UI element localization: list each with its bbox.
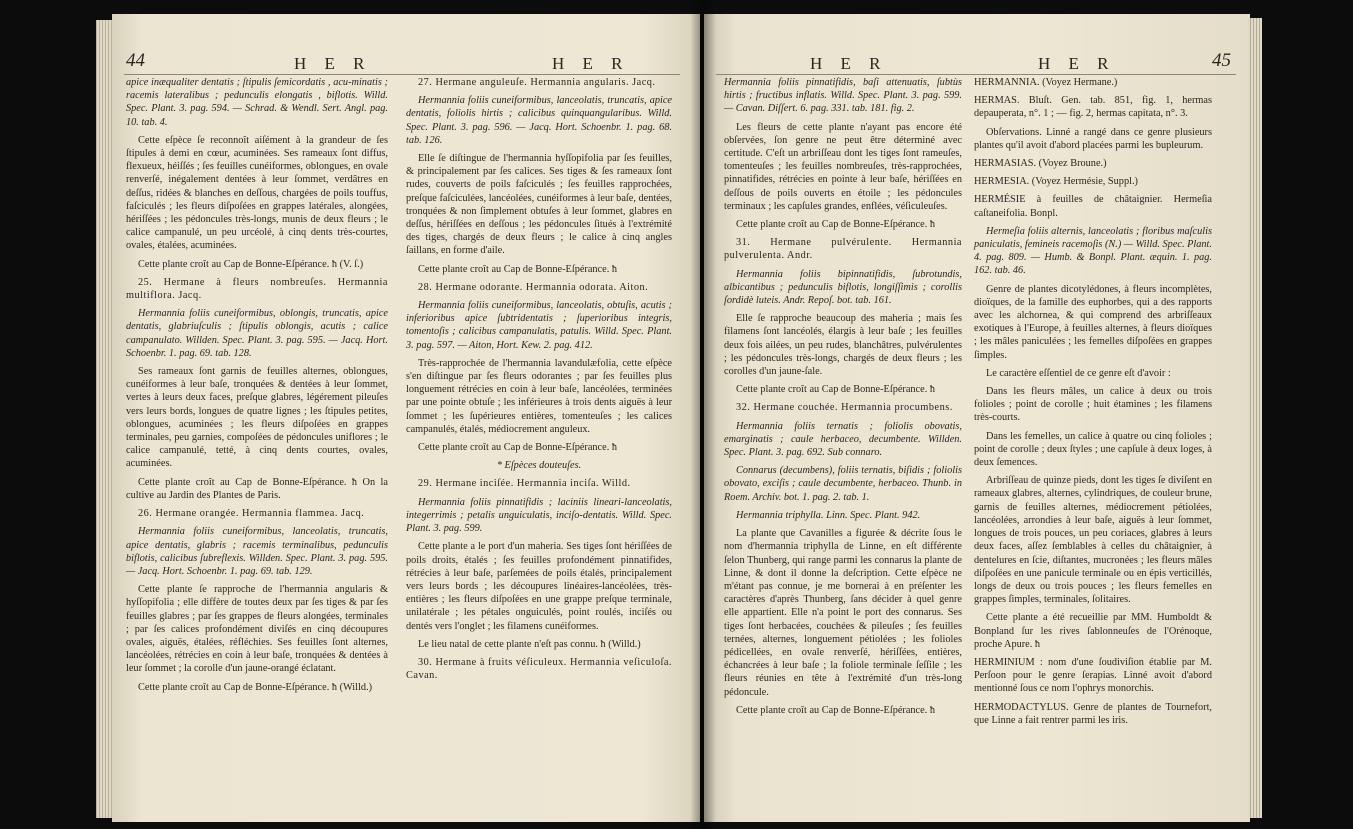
paragraph: Le caractère eſſentiel de ce genre eſt d'avoir : bbox=[986, 367, 1171, 379]
paragraph: apice inæqualiter dentatis ; ſtipulis ſemicordatis , acu-minatis ; racemis lateralibus ; pedunculis elongatis , biflotis. Willd. Spec. Plant. 3. pag. 594. — Schrad. & Wendl. Sert. Angl. pag. 10. tab. 4. bbox=[126, 77, 388, 128]
right-page-edge bbox=[1248, 18, 1262, 818]
text-column bbox=[406, 76, 672, 687]
entry-heading: HERMESIA. (Voyez Hermésie, Suppl.) bbox=[974, 176, 1138, 188]
paragraph: Genre de plantes dicotylédones, à fleurs incomplètes, dioïques, de la famille des euphorbes, qui a des rapports avec les alchornea, & qui comprend des arbriſſeaux exotiques à l'Europe, à feuilles alternes, à fleurs dioïques ; les mâles paniculées ; les femelles diſpoſées en grappes ſimples. bbox=[974, 283, 1212, 361]
paragraph: Elle ſe diſtingue de l'hermannia hyſſopifolia par ſes feuilles, & principalement par ſes calices. Ses tiges & ſes rameaux ſont rudes, couverts de poils faſciculés ; ſes feuilles rapprochées, preſque faſciculées, lancéolées, cunéiformes à leur baſe, dentées, tronquées & non ſimplement obtuſes à leur ſommet, glabres en deſſus, hériſſées en deſſous ; les pédoncules ſitués à l'extrémité des tiges, chargés de deux fleurs ; le calice à cinq angles ſaillans, en forme d'aile. bbox=[406, 153, 672, 257]
entry-heading: HERMODACTYLUS. Genre de plantes de Tournefort, que Linne a fait rentrer parmi les iris. bbox=[974, 701, 1212, 726]
paragraph: Cette plante a été recueillie par MM. Humboldt & Bonpland ſur les rives ſablonneuſes de l'Orénoque, proche Apure. ħ bbox=[974, 612, 1212, 650]
paragraph: Dans les femelles, un calice à quatre ou cinq folioles ; point de corolle ; deux ſtyles ; une capſule à deux loges, à deux ſemences. bbox=[974, 430, 1212, 469]
section-heading: * Eſpèces douteuſes. bbox=[496, 460, 582, 472]
entry-heading: HERMASIAS. (Voyez Broune.) bbox=[974, 158, 1107, 170]
paragraph: Cette plante croît au Cap de Bonne-Eſpérance. ħ bbox=[418, 263, 617, 275]
entry-heading: HERMÉSIE à feuilles de châtaignier. Hermeſia caſtaneifolia. Bonpl. bbox=[974, 194, 1212, 219]
latin-diagnosis: Hermannia foliis cuneiformibus, lanceolatis, truncatis, apice dentatis, glabris ; racemis terminalibus, pedunculis biflotis, calicibus ſubreflexis. Willden. Spec. Plant. 3. pag. 595. — Jacq. Hort. Schoenbr. 1. pag. 69. tab. 129. bbox=[126, 526, 388, 577]
latin-diagnosis: Hermannia foliis pinnatifidis ; laciniis lineari-lanceolatis, integerrimis ; petalis unguiculatis, inciſo-dentatis. Willd. Spec. Plant. 3. pag. 599. bbox=[406, 496, 672, 535]
entry-heading: 26. Hermane orangée. Hermannia flammea. Jacq. bbox=[138, 508, 365, 520]
text-column bbox=[126, 76, 388, 699]
paragraph: Cette plante croît au Cap de Bonne-Eſpérance. ħ bbox=[418, 442, 617, 454]
header-rule bbox=[716, 74, 1236, 75]
right-page bbox=[704, 14, 1250, 822]
running-head: H E R bbox=[552, 54, 630, 73]
latin-diagnosis: Hermannia foliis cuneiformibus, oblongis, truncatis, apice dentatis, glabriuſculis ; ſtipulis oblongis, acutis ; calice campanulato. Willden. Spec. Plant. 3. pag. 595. — Jacq. Hort. Schoenbr. 1. pag. 69. tab. 128. bbox=[126, 308, 388, 359]
entry-heading: 29. Hermane inciſée. Hermannia inciſa. Willd. bbox=[418, 478, 631, 490]
paragraph: Cette plante ſe rapproche de l'hermannia angularis & hyſſopifolia ; elle diffère de toutes deux par ſes tiges & par ſes feuilles glabres ; par ſes grappes de fleurs alongées, terminales ; par ſes calices profondément diviſés en cinq découpures ovales, aiguës, étalées, réfléchies. Ses feuilles ſont alternes, lancéolées, rétrécies en coin à leur baſe, tronquées & dentées à leur ſommet ; la corolle d'un jaune-orangé éclatant. bbox=[126, 584, 388, 675]
entry-heading: 30. Hermane à fruits véſiculeux. Hermannia veſiculoſa. Cavan. bbox=[406, 656, 672, 682]
paragraph: Obſervations. Linné a rangé dans ce genre plusieurs plantes qu'il avoit d'abord placées parmi les bupleurum. bbox=[974, 126, 1212, 151]
entry-heading: 27. Hermane anguleuſe. Hermannia angularis. Jacq. bbox=[418, 77, 656, 88]
text-column bbox=[974, 76, 1212, 732]
entry-heading: 28. Hermane odorante. Hermannia odorata. Aiton. bbox=[418, 281, 649, 293]
paragraph: Cette plante croît au Cap de Bonne-Eſpérance. ħ (Willd.) bbox=[138, 681, 373, 693]
latin-diagnosis: Hermannia foliis cuneiformibus, lanceolatis, truncatis, apice dentatis, foliolis hirtis ; calicibus quinquangularibus. Willd. Spec. Plant. 3. pag. 596. — Jacq. Hort. Schoenbr. 1. pag. 68. tab. 126. bbox=[406, 95, 672, 146]
entry-heading: HERMANNIA. (Voyez Hermane.) bbox=[974, 77, 1118, 88]
latin-diagnosis: Hermannia foliis cuneiformibus, lanceolatis, obtuſis, acutis ; inferioribus apice ſubtridentatis ; ſuperioribus integris, tomentoſis ; calicibus campanulatis, patulis. Willd. Spec. Plant. 3. pag. 597. — Aiton, Hort. Kew. 2. pag. 412. bbox=[406, 300, 672, 351]
paragraph: Cette eſpèce ſe reconnoît aiſément à la grandeur de ſes ſtipules à demi en cœur, acuminées. Ses rameaux ſont diffus, flexueux, héiſſés ; ſes feuilles cunéiformes, oblongues, en ovale renverſé, inégalement dentées à leur ſommet, verdâtres en deſſus, ridées & blanches en deſſous, chargées de poils touffus, faſciculés ; les fleurs diſpoſées en grappes latérales, alongées, hériſſées ; les pédoncules très-longs, munis de deux fleurs ; le calice campanulé, un peu urcéolé, à cinq dents très-courtes, ovales, étalées, acuminées. bbox=[126, 134, 388, 252]
latin-diagnosis: Hermannia triphylla. Linn. Spec. Plant. 942. bbox=[736, 509, 921, 521]
paragraph: Cette plante a le port d'un maheria. Ses tiges ſont hériſſées de poils droits, étalés ; ſes feuilles profondément pinnatifides, rétrécies à leur baſe, parſemées de poils étalés, principalement vers leurs bords ; les découpures linéaires-lancéolées, très-entières ; les fleurs diſpoſées en une grappe preſque terminale, unilatérale ; les pétales onguiculés, point roulés, inciſés ou dentés vers l'onglet ; les filamens cunéiformes. bbox=[406, 541, 672, 632]
entry-heading: 25. Hermane à fleurs nombreuſes. Hermannia multiflora. Jacq. bbox=[126, 276, 388, 302]
left-page bbox=[112, 14, 700, 822]
latin-diagnosis: Hermannia foliis bipinnatifidis, ſubrotundis, albicantibus ; pedunculis biflotis, longiſſimis ; corollis ſordidè luteis. Andr. Repoſ. bot. tab. 161. bbox=[724, 268, 962, 307]
paragraph: Cette plante croît au Cap de Bonne-Eſpérance. ħ (V. ſ.) bbox=[138, 258, 364, 270]
text-column bbox=[724, 76, 962, 722]
entry-heading: 32. Hermane couchée. Hermannia procumbens. bbox=[736, 402, 953, 414]
paragraph: Arbriſſeau de quinze pieds, dont les tiges ſe diviſent en rameaux glabres, alternes, cylindriques, de couleur brune, garnis de feuilles alternes, médiocrement pétiolées, lancéolées, arrondies à leur baſe, aiguës à leur ſommet, longues de trois pouces, un peu coriaces, glabres à leurs deux faces, aſſez ſemblables à celles du châtaignier, à dentelures en ſcie, diſtantes, mucronées ; les fleurs mâles diſpoſées en une panicule terminale ou en épis verticillés, longs de deux ou trois pouces ; les fleurs femelles en grappes ſimples, terminales, ſolitaires. bbox=[974, 475, 1212, 606]
paragraph: Ses rameaux ſont garnis de feuilles alternes, oblongues, cunéiformes à leur baſe, tronquées & dentées à leur ſommet, vertes à leurs deux faces, preſque glabres, légérement pileuſes vers leurs bords, longues de quatre lignes ; les ſtipules petites, oblongues, acuminées ; les fleurs diſpoſées en grappes terminales, peu garnies, compoſées de pédoncules uniflores ; le calice campanulé, tetté, à cinq dents courtes, ovales, acuminées. bbox=[126, 366, 388, 470]
page-number: 45 bbox=[1212, 50, 1231, 71]
entry-heading: HERMAS. Bluſt. Gen. tab. 851, fig. 1, hermas depauperata, n°. 1 ; — fig. 2, hermas capitata, n°. 3. bbox=[974, 95, 1212, 120]
paragraph: Dans les fleurs mâles, un calice à deux ou trois folioles ; point de corolle ; huit étamines ; les filamens très-courts. bbox=[974, 386, 1212, 424]
paragraph: Très-rapprochée de l'hermannia lavandulæfolia, cette eſpèce s'en diſtingue par ſes fleurs odorantes ; par ſes feuilles plus longuement rétrécies en coin à leur baſe, lancéolées, terminées par une pointe obtuſe ; les inférieures à trois dents aiguës à leur ſommet ; les ſupérieures entières, tomenteuſes ; les calices campanulés, étalés, médiocrement anguleux. bbox=[406, 357, 672, 435]
running-head: H E R bbox=[810, 54, 888, 73]
latin-diagnosis: Hermannia foliis pinnatifidis, baſi attenuatis, ſubtùs hirtis ; fructibus inflatis. Willd. Spec. Plant. 3. pag. 599. — Cavan. Diſſert. 6. pag. 331. tab. 181. fig. 2. bbox=[724, 77, 962, 115]
latin-diagnosis: Connarus (decumbens), foliis ternatis, biſidis ; foliolis obovato, exciſis ; caule decumbente, herbaceo. Thunb. in Roem. Archiv. bot. 1. pag. 2. tab. 1. bbox=[724, 465, 962, 503]
running-head: H E R bbox=[294, 54, 372, 73]
latin-diagnosis: Hermannia foliis ternatis ; foliolis obovatis, emarginatis ; caule herbaceo, decumbente. Willden. Spec. Plant. 3. pag. 692. Sub connaro. bbox=[724, 420, 962, 459]
paragraph: La plante que Cavanilles a figurée & décrite ſous le nom d'hermannia triphylla de Linne, en eſt différente ſelon Thunberg, qui range parmi les connarus la plante de Linne, & dont il donne la deſcription. Cette eſpèce ne m'étant pas connue, je me bornerai à en préſenter les caractères d'après Thunberg, ſans décider à quel genre elle appartient. Elle n'a point le port des connarus. Ses tiges ſont herbacées, couchées & pileuſes ; ſes feuilles ternées, alternes, longuement pétiolées ; les folioles pédicellées, en ovale renverſé, hériſſées, entières, échancrées à leur baſe ; la foliole terminale ſeſſile ; les fleurs réunies en tête à l'extrémité d'un très-long pédoncule. bbox=[724, 528, 962, 698]
paragraph: Le lieu natal de cette plante n'eſt pas connu. ħ (Willd.) bbox=[418, 638, 641, 650]
page-number: 44 bbox=[126, 50, 145, 71]
entry-heading: 31. Hermane pulvérulente. Hermannia pulverulenta. Andr. bbox=[724, 237, 962, 262]
paragraph: Les fleurs de cette plante n'ayant pas encore été obſervées, ſon genre ne peut être déterminé avec certitude. C'eſt un arbriſſeau dont les tiges ſont rameuſes, tomenteuſes ; les feuilles nombreuſes, très-rapprochées, pinnatifides, rétrécies en pointe à leur baſe, hériſſées en deſſous de poils ouverts en étoile ; les pédoncules terminaux ; les capſules grandes, enflées, véſiculeuſes. bbox=[724, 121, 962, 212]
entry-heading: HERMINIUM : nom d'une ſoudiviſion établie par M. Perſoon pour le genre ſerapias. Linné avoit d'abord mentionné ſous ce nom l'ophrys monorchis. bbox=[974, 656, 1212, 695]
paragraph: Cette plante croît au Cap de Bonne-Eſpérance. ħ bbox=[736, 704, 935, 716]
paragraph: Cette plante croît au Cap de Bonne-Eſpérance. ħ bbox=[736, 384, 935, 396]
header-rule bbox=[124, 74, 680, 75]
paragraph: Cette plante croît au Cap de Bonne-Eſpérance. ħ bbox=[736, 219, 935, 231]
paragraph: Cette plante croît au Cap de Bonne-Eſpérance. ħ On la cultive au Jardin des Plantes de Paris. bbox=[126, 476, 388, 501]
paragraph: Elle ſe rapproche beaucoup des maheria ; mais ſes filamens ſont lancéolés, élargis à leur baſe ; les feuilles deux fois ailées, un peu rudes, blanchâtres, pulvérulentes ; les pédoncules très-longs, chargés de deux fleurs ; les corolles d'un jaune-ſale. bbox=[724, 313, 962, 378]
running-head: H E R bbox=[1038, 54, 1116, 73]
latin-diagnosis: Hermeſia foliis alternis, lanceolatis ; floribus maſculis paniculatis, femineis racemoſis (N.) — Willd. Spec. Plant. 4. pag. 809. — Humb. & Bonpl. Plant. æquin. 1. pag. 162. tab. 46. bbox=[974, 225, 1212, 277]
book-gutter bbox=[690, 0, 716, 829]
